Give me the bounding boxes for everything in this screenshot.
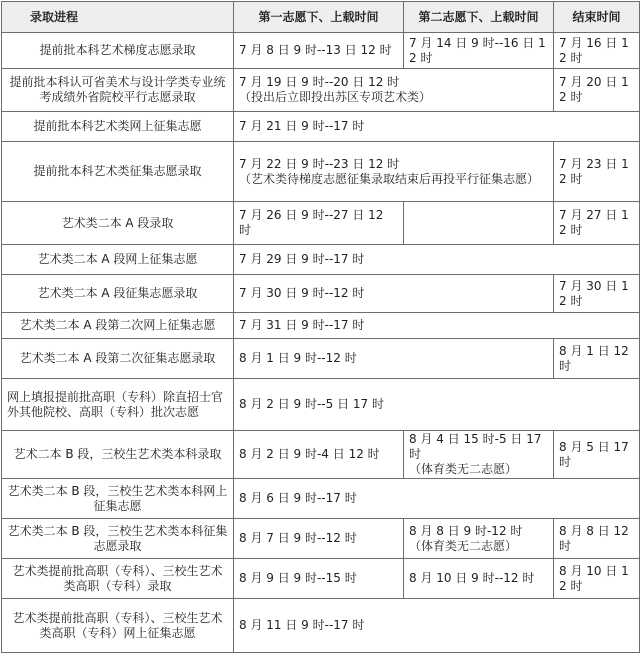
- header-stage: 录取进程: [2, 2, 234, 33]
- second-choice-cell: [404, 431, 554, 479]
- first-choice-cell: 7 月 26 日 9 时--27 日 12 时: [234, 202, 404, 245]
- first-choice-cell: 8 月 1 日 9 时--12 时: [234, 339, 554, 379]
- table-row: [2, 599, 640, 653]
- end-time-cell: 7 月 16 日 12 时: [554, 33, 640, 69]
- first-choice-cell: 8 月 6 日 9 时--17 时: [234, 479, 640, 519]
- end-time-cell: 8 月 5 日 17 时: [554, 431, 640, 479]
- first-choice-cell: 7 月 29 日 9 时--17 时: [234, 245, 640, 275]
- stage-cell: 艺术类二本 B 段，三校生艺术类本科网上征集志愿: [2, 479, 234, 519]
- admission-schedule-table: [1, 1, 640, 653]
- stage-cell: 艺术类提前批高职（专科）、三校生艺术类高职（专科）网上征集志愿: [2, 599, 234, 653]
- table-row: [2, 479, 640, 519]
- first-choice-note: （投出后立即投出苏区专项艺术类）: [239, 90, 432, 104]
- header-row: [2, 2, 640, 33]
- first-choice-cell: 7 月 30 日 9 时--12 时: [234, 275, 554, 313]
- table-row: [2, 339, 640, 379]
- second-choice-cell: [404, 202, 554, 245]
- first-choice-cell: 7 月 31 日 9 时--17 时: [234, 313, 640, 339]
- second-choice-cell: 8 月 10 日 9 时--12 时: [404, 559, 554, 599]
- end-time-cell: 7 月 30 日 12 时: [554, 275, 640, 313]
- table-row: [2, 33, 640, 69]
- first-choice-cell: 8 月 11 日 9 时--17 时: [234, 599, 640, 653]
- first-choice-note: （艺术类待梯度志愿征集录取结束后再投平行征集志愿）: [239, 171, 540, 186]
- first-choice-time: 7 月 19 日 9 时--20 日 12 时: [239, 75, 400, 89]
- stage-cell: 提前批本科认可省美术与设计学类专业统考成绩外省院校平行志愿录取: [2, 69, 234, 112]
- stage-cell: 网上填报提前批高职（专科）除直招士官外其他院校、高职（专科）批次志愿: [2, 379, 234, 431]
- stage-cell: 提前批本科艺术类网上征集志愿: [2, 112, 234, 142]
- second-choice-note: （体育类无二志愿）: [409, 462, 518, 476]
- first-choice-cell: 8 月 9 日 9 时--15 时: [234, 559, 404, 599]
- first-choice-cell: 7 月 21 日 9 时--17 时: [234, 112, 640, 142]
- table-row: [2, 559, 640, 599]
- first-choice-cell: 7 月 8 日 9 时--13 日 12 时: [234, 33, 404, 69]
- first-choice-cell: [234, 142, 554, 202]
- first-choice-time: 7 月 22 日 9 时--23 日 12 时: [239, 156, 400, 171]
- second-choice-cell: [404, 519, 554, 559]
- stage-cell: 提前批本科艺术类征集志愿录取: [2, 142, 234, 202]
- first-choice-cell: 8 月 7 日 9 时--12 时: [234, 519, 404, 559]
- table-row: [2, 379, 640, 431]
- header-first-choice: 第一志愿下、上载时间: [234, 2, 404, 33]
- end-time-cell: 7 月 23 日 12 时: [554, 142, 640, 202]
- end-time-cell: 8 月 1 日 12 时: [554, 339, 640, 379]
- stage-cell: 提前批本科艺术梯度志愿录取: [2, 33, 234, 69]
- table-row: [2, 69, 640, 112]
- second-choice-note: （体育类无二志愿）: [409, 538, 518, 553]
- stage-cell: 艺术类二本 A 段录取: [2, 202, 234, 245]
- stage-cell: 艺术类提前批高职（专科）、三校生艺术类高职（专科）录取: [2, 559, 234, 599]
- table-row: [2, 431, 640, 479]
- second-choice-cell: 7 月 14 日 9 时--16 日 12 时: [404, 33, 554, 69]
- stage-cell: 艺术类二本 B 段，三校生艺术类本科征集志愿录取: [2, 519, 234, 559]
- end-time-cell: 7 月 27 日 12 时: [554, 202, 640, 245]
- end-time-cell: 8 月 8 日 12 时: [554, 519, 640, 559]
- second-choice-time: 8 月 8 日 9 时-12 时: [409, 523, 523, 538]
- stage-cell: 艺术类二本 A 段第二次征集志愿录取: [2, 339, 234, 379]
- second-choice-time: 8 月 4 日 15 时-5 日 17 时: [409, 432, 542, 461]
- first-choice-cell: 8 月 2 日 9 时--5 日 17 时: [234, 379, 640, 431]
- end-time-cell: 7 月 20 日 12 时: [554, 69, 640, 112]
- first-choice-cell: [234, 69, 554, 112]
- table-row: [2, 202, 640, 245]
- table-row: [2, 313, 640, 339]
- table-row: [2, 112, 640, 142]
- stage-cell: 艺术二本 B 段，三校生艺术类本科录取: [2, 431, 234, 479]
- table-row: [2, 142, 640, 202]
- end-time-cell: 8 月 10 日 12 时: [554, 559, 640, 599]
- stage-cell: 艺术类二本 A 段征集志愿录取: [2, 275, 234, 313]
- stage-cell: 艺术类二本 A 段网上征集志愿: [2, 245, 234, 275]
- header-end-time: 结束时间: [554, 2, 640, 33]
- header-second-choice: 第二志愿下、上载时间: [404, 2, 554, 33]
- table-row: [2, 275, 640, 313]
- first-choice-cell: 8 月 2 日 9 时-4 日 12 时: [234, 431, 404, 479]
- table-row: [2, 245, 640, 275]
- table-row: [2, 519, 640, 559]
- stage-cell: 艺术类二本 A 段第二次网上征集志愿: [2, 313, 234, 339]
